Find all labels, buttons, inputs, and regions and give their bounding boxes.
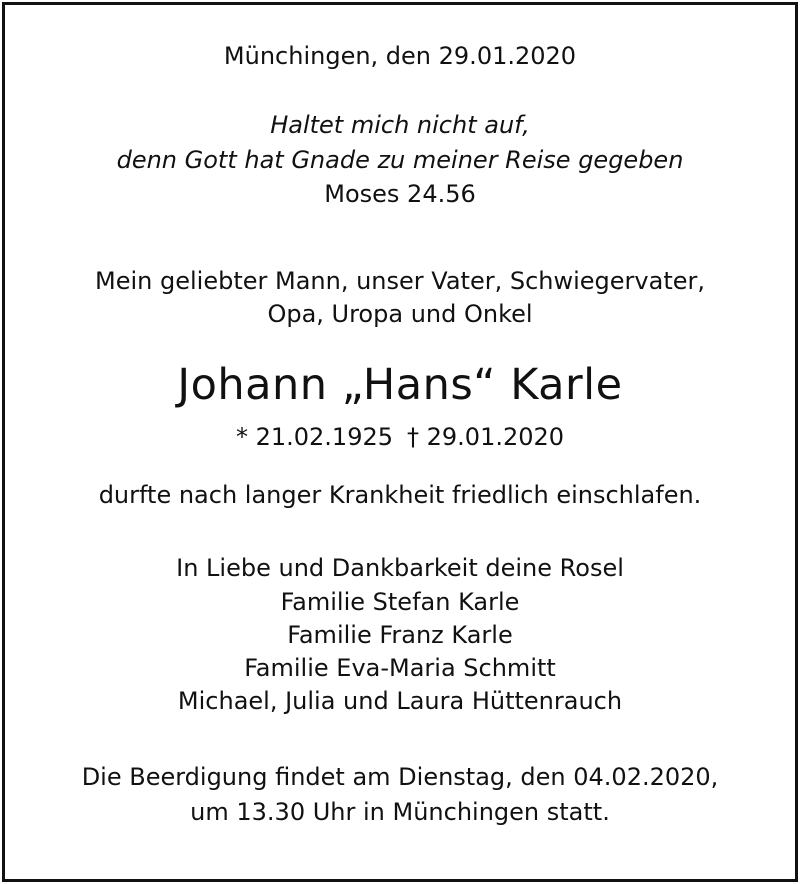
mourner-line: Familie Franz Karle [287,621,513,649]
quote-line-2: denn Gott hat Gnade zu meiner Reise gegeben [116,146,684,174]
place-date: Münchingen, den 29.01.2020 [223,42,577,70]
funeral-line-2: um 13.30 Uhr in Münchingen statt. [190,798,610,826]
birth-date: * 21.02.1925 [235,423,393,451]
mourner-line: Michael, Julia und Laura Hüttenrauch [177,687,623,715]
passing-message: durfte nach langer Krankheit friedlich einschlafen. [98,481,702,509]
mourner-line: Familie Stefan Karle [280,588,520,616]
intro-line-1: Mein geliebter Mann, unser Vater, Schwiegervater, [95,267,705,295]
funeral-line-1: Die Beerdigung findet am Dienstag, den 04.02.2020, [81,763,719,791]
life-dates [0,422,800,452]
mourner-line: Familie Eva-Maria Schmitt [244,654,556,682]
deceased-name: Johann „Hans“ Karle [177,360,623,410]
quote-source: Moses 24.56 [324,180,476,208]
death-date: † 29.01.2020 [407,423,565,451]
quote-line-1: Haltet mich nicht auf, [270,111,530,139]
mourner-line: In Liebe und Dankbarkeit deine Rosel [176,554,624,582]
intro-line-2: Opa, Uropa und Onkel [267,300,533,328]
